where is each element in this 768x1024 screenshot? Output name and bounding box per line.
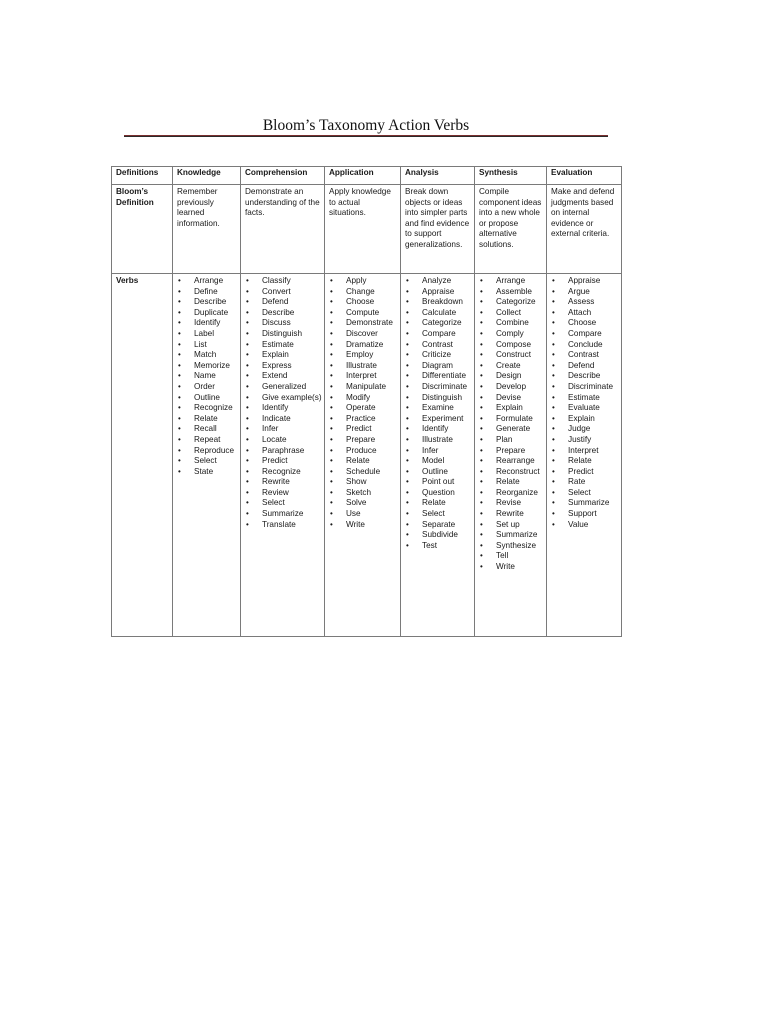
definition-application: Apply knowledge to actual situations. [325, 185, 401, 274]
verb-item: • Name [177, 371, 236, 382]
header-application: Application [325, 167, 401, 185]
verb-item: • Point out [405, 477, 470, 488]
verb-item: • Estimate [245, 340, 320, 351]
verb-item: • State [177, 467, 236, 478]
verb-item: • Apply [329, 276, 396, 287]
definition-knowledge: Remember previously learned information. [173, 185, 241, 274]
verb-item: • Select [405, 509, 470, 520]
verb-item: • Demonstrate [329, 318, 396, 329]
verb-item: • Set up [479, 520, 542, 531]
definition-analysis: Break down objects or ideas into simpler parts and find evidence to support generalizations. [401, 185, 475, 274]
verb-item: • Create [479, 361, 542, 372]
verb-item: • Separate [405, 520, 470, 531]
verb-item: • Illustrate [329, 361, 396, 372]
verb-list-knowledge [177, 276, 236, 477]
verbs-row-label: Verbs [112, 274, 173, 637]
verb-item: • Arrange [177, 276, 236, 287]
verb-item: • Defend [551, 361, 617, 372]
verb-item: • Sketch [329, 488, 396, 499]
verb-item: • Tell [479, 551, 542, 562]
verb-item: • Generate [479, 424, 542, 435]
verb-item: • Test [405, 541, 470, 552]
verb-item: • Experiment [405, 414, 470, 425]
verb-item: • Value [551, 520, 617, 531]
verbs-evaluation [547, 274, 622, 637]
verb-item: • Evaluate [551, 403, 617, 414]
verb-item: • Appraise [551, 276, 617, 287]
verbs-knowledge [173, 274, 241, 637]
verbs-synthesis [475, 274, 547, 637]
verb-item: • Dramatize [329, 340, 396, 351]
verb-item: • Discover [329, 329, 396, 340]
verb-item: • Use [329, 509, 396, 520]
header-evaluation: Evaluation [547, 167, 622, 185]
verb-item: • Question [405, 488, 470, 499]
verb-item: • Practice [329, 414, 396, 425]
verb-item: • Distinguish [405, 393, 470, 404]
verb-item: • Contrast [551, 350, 617, 361]
verb-item: • Reproduce [177, 446, 236, 457]
verbs-comprehension [241, 274, 325, 637]
header-row [112, 167, 622, 185]
verb-item: • Repeat [177, 435, 236, 446]
document-title: Bloom’s Taxonomy Action Verbs [262, 117, 470, 134]
verb-item: • Breakdown [405, 297, 470, 308]
verb-item: • Calculate [405, 308, 470, 319]
verb-item: • Justify [551, 435, 617, 446]
verb-item: • Attach [551, 308, 617, 319]
verb-item: • Show [329, 477, 396, 488]
verb-item: • Contrast [405, 340, 470, 351]
verb-item: • Predict [551, 467, 617, 478]
verb-item: • Change [329, 287, 396, 298]
verb-item: • Compose [479, 340, 542, 351]
verb-item: • Discuss [245, 318, 320, 329]
verb-item: • Distinguish [245, 329, 320, 340]
verb-item: • List [177, 340, 236, 351]
taxonomy-table [111, 166, 622, 637]
verb-item: • Paraphrase [245, 446, 320, 457]
verb-item: • Predict [245, 456, 320, 467]
verb-list-analysis [405, 276, 470, 551]
header-knowledge: Knowledge [173, 167, 241, 185]
verb-item: • Synthesize [479, 541, 542, 552]
header-synthesis: Synthesis [475, 167, 547, 185]
definition-comprehension: Demonstrate an understanding of the facts. [241, 185, 325, 274]
verb-item: • Review [245, 488, 320, 499]
header-definitions: Definitions [112, 167, 173, 185]
verb-item: • Identify [405, 424, 470, 435]
verb-item: • Infer [405, 446, 470, 457]
verb-item: • Select [245, 498, 320, 509]
verb-item: • Convert [245, 287, 320, 298]
definition-evaluation: Make and defend judgments based on internal evidence or external criteria. [547, 185, 622, 274]
verb-item: • Express [245, 361, 320, 372]
verb-item: • Label [177, 329, 236, 340]
verbs-row [112, 274, 622, 637]
verb-item: • Prepare [329, 435, 396, 446]
verb-item: • Relate [479, 477, 542, 488]
verb-item: • Plan [479, 435, 542, 446]
verb-item: • Select [177, 456, 236, 467]
verb-list-synthesis [479, 276, 542, 573]
verb-item: • Illustrate [405, 435, 470, 446]
verb-item: • Examine [405, 403, 470, 414]
verb-item: • Compare [551, 329, 617, 340]
verb-item: • Identify [177, 318, 236, 329]
verb-item: • Revise [479, 498, 542, 509]
verb-item: • Indicate [245, 414, 320, 425]
verb-item: • Classify [245, 276, 320, 287]
verb-item: • Reorganize [479, 488, 542, 499]
verb-item: • Memorize [177, 361, 236, 372]
verb-item: • Describe [245, 308, 320, 319]
definition-synthesis: Compile component ideas into a new whole or propose alternative solutions. [475, 185, 547, 274]
verb-item: • Describe [551, 371, 617, 382]
verb-item: • Compare [405, 329, 470, 340]
verb-item: • Describe [177, 297, 236, 308]
verb-item: • Recognize [245, 467, 320, 478]
verb-item: • Criticize [405, 350, 470, 361]
verb-item: • Schedule [329, 467, 396, 478]
verb-list-application [329, 276, 396, 530]
verb-item: • Identify [245, 403, 320, 414]
verb-item: • Categorize [405, 318, 470, 329]
verb-item: • Rate [551, 477, 617, 488]
verb-item: • Match [177, 350, 236, 361]
verb-item: • Extend [245, 371, 320, 382]
verb-item: • Differentiate [405, 371, 470, 382]
verb-item: • Write [329, 520, 396, 531]
verb-item: • Reconstruct [479, 467, 542, 478]
title-underline [124, 135, 608, 137]
verb-list-comprehension [245, 276, 320, 530]
verb-item: • Explain [245, 350, 320, 361]
verb-item: • Conclude [551, 340, 617, 351]
verb-item: • Recognize [177, 403, 236, 414]
verb-item: • Compute [329, 308, 396, 319]
verb-item: • Estimate [551, 393, 617, 404]
header-analysis: Analysis [401, 167, 475, 185]
verb-item: • Select [551, 488, 617, 499]
verb-item: • Appraise [405, 287, 470, 298]
verb-item: • Assemble [479, 287, 542, 298]
verb-item: • Order [177, 382, 236, 393]
verb-item: • Modify [329, 393, 396, 404]
verb-item: • Argue [551, 287, 617, 298]
verb-item: • Subdivide [405, 530, 470, 541]
verb-item: • Defend [245, 297, 320, 308]
verb-item: • Summarize [551, 498, 617, 509]
verb-item: • Predict [329, 424, 396, 435]
verb-item: • Summarize [245, 509, 320, 520]
verb-item: • Discriminate [405, 382, 470, 393]
verb-item: • Comply [479, 329, 542, 340]
verb-item: • Employ [329, 350, 396, 361]
verb-item: • Operate [329, 403, 396, 414]
verb-item: • Assess [551, 297, 617, 308]
verb-item: • Infer [245, 424, 320, 435]
verb-item: • Explain [479, 403, 542, 414]
verb-item: • Relate [177, 414, 236, 425]
verb-item: • Prepare [479, 446, 542, 457]
verb-item: • Recall [177, 424, 236, 435]
verb-item: • Support [551, 509, 617, 520]
verbs-analysis [401, 274, 475, 637]
verb-item: • Explain [551, 414, 617, 425]
verb-item: • Manipulate [329, 382, 396, 393]
verb-item: • Diagram [405, 361, 470, 372]
verb-item: • Write [479, 562, 542, 573]
verb-item: • Relate [329, 456, 396, 467]
verb-item: • Judge [551, 424, 617, 435]
verb-item: • Outline [405, 467, 470, 478]
verb-item: • Model [405, 456, 470, 467]
verb-list-evaluation [551, 276, 617, 530]
verb-item: • Define [177, 287, 236, 298]
verbs-application [325, 274, 401, 637]
definition-row-label: Bloom’s Definition [112, 185, 173, 274]
verb-item: • Relate [551, 456, 617, 467]
verb-item: • Design [479, 371, 542, 382]
verb-item: • Solve [329, 498, 396, 509]
verb-item: • Translate [245, 520, 320, 531]
verb-item: • Rewrite [245, 477, 320, 488]
verb-item: • Choose [329, 297, 396, 308]
verb-item: • Summarize [479, 530, 542, 541]
verb-item: • Collect [479, 308, 542, 319]
verb-item: • Choose [551, 318, 617, 329]
verb-item: • Give example(s) [245, 393, 320, 404]
verb-item: • Interpret [551, 446, 617, 457]
verb-item: • Produce [329, 446, 396, 457]
verb-item: • Relate [405, 498, 470, 509]
verb-item: • Interpret [329, 371, 396, 382]
verb-item: • Develop [479, 382, 542, 393]
definition-row [112, 185, 622, 274]
header-comprehension: Comprehension [241, 167, 325, 185]
verb-item: • Analyze [405, 276, 470, 287]
verb-item: • Combine [479, 318, 542, 329]
verb-item: • Duplicate [177, 308, 236, 319]
verb-item: • Rearrange [479, 456, 542, 467]
verb-item: • Rewrite [479, 509, 542, 520]
verb-item: • Generalized [245, 382, 320, 393]
verb-item: • Discriminate [551, 382, 617, 393]
verb-item: • Categorize [479, 297, 542, 308]
verb-item: • Outline [177, 393, 236, 404]
verb-item: • Locate [245, 435, 320, 446]
verb-item: • Construct [479, 350, 542, 361]
verb-item: • Formulate [479, 414, 542, 425]
verb-item: • Arrange [479, 276, 542, 287]
verb-item: • Devise [479, 393, 542, 404]
